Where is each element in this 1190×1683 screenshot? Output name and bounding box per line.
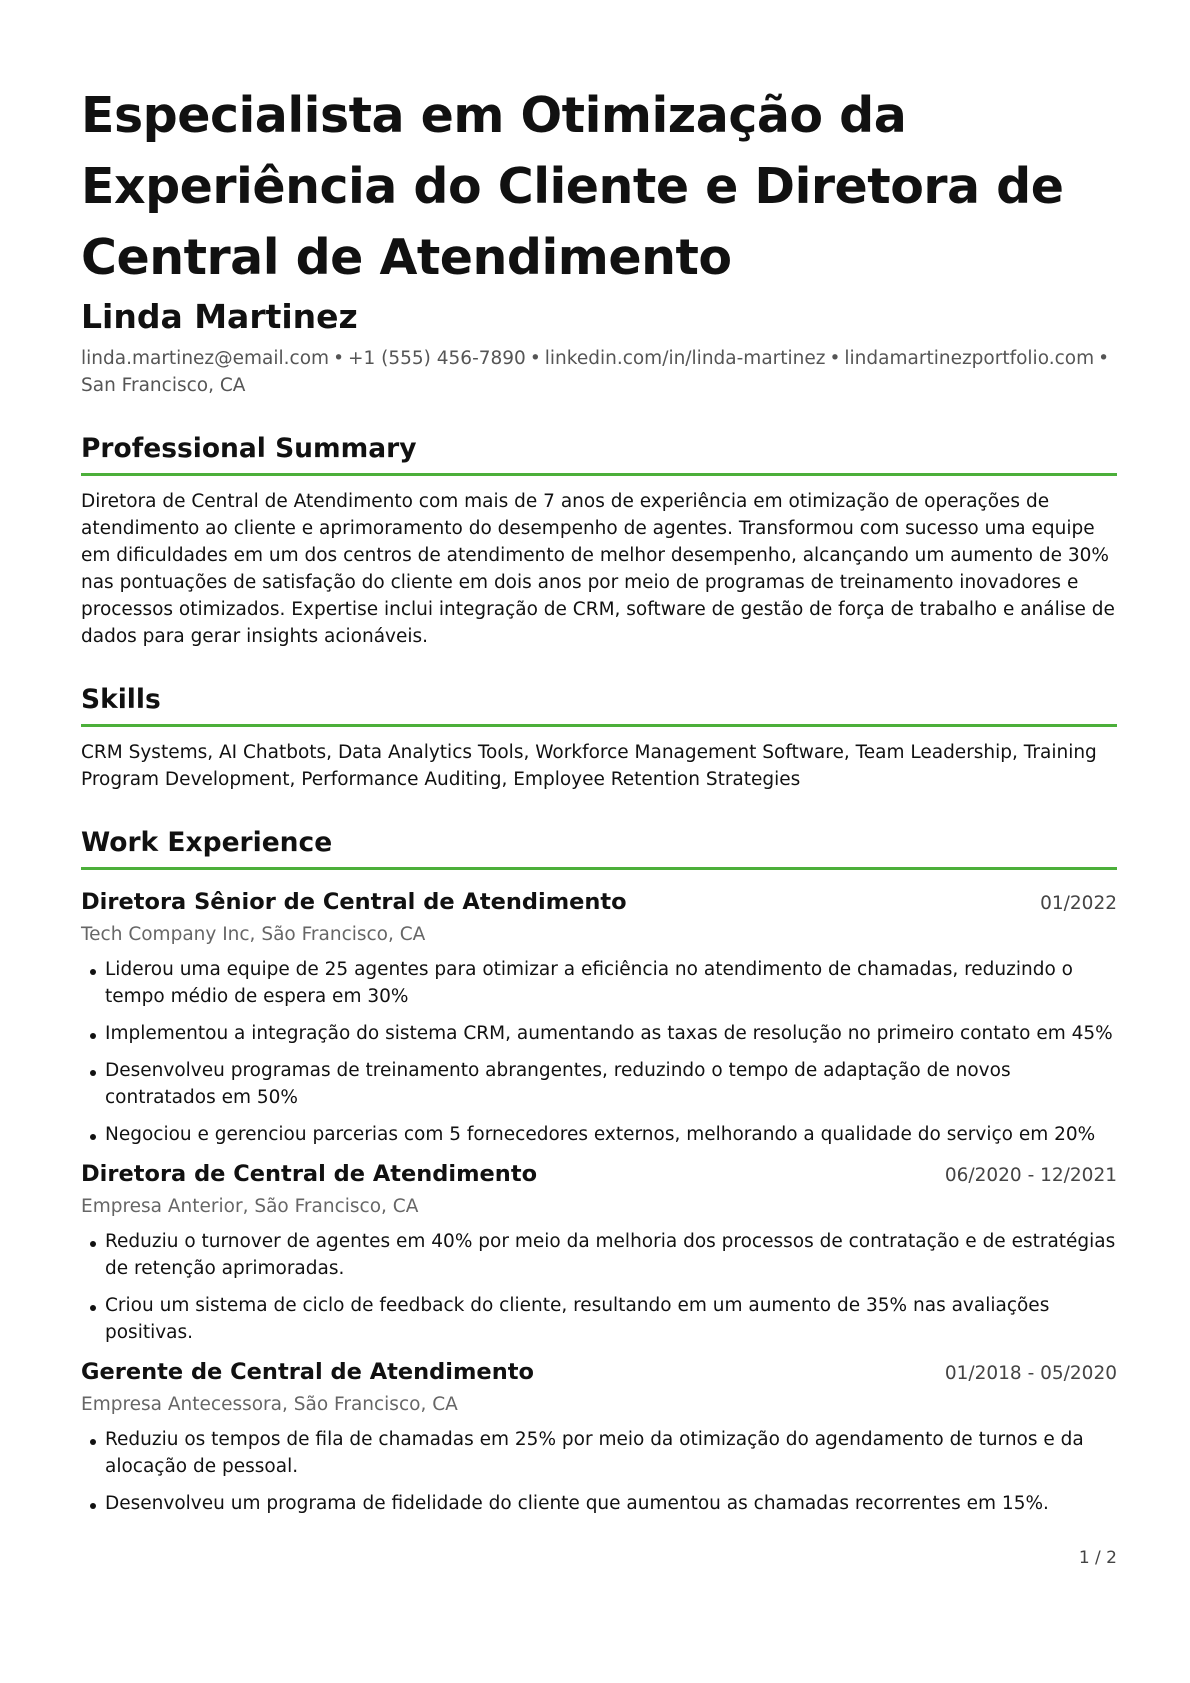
contact-separator: • <box>333 348 344 369</box>
candidate-name: Linda Martinez <box>81 297 358 336</box>
job-bullets <box>81 1426 1117 1517</box>
job-company: Tech Company Inc, São Francisco, CA <box>81 924 426 945</box>
contact-line <box>81 345 1117 399</box>
skills-section <box>81 682 1117 793</box>
job-entry <box>81 886 1117 1148</box>
job-entry <box>81 1356 1117 1517</box>
job-bullet: Implementou a integração do sistema CRM, aumentando as taxas de resolução no primeiro contato em 45% <box>81 1020 1117 1047</box>
contact-separator: • <box>1098 348 1110 369</box>
resume-page <box>81 80 1117 1527</box>
job-title: Diretora Sênior de Central de Atendimento <box>81 889 627 915</box>
job-entry <box>81 1158 1117 1346</box>
page-number: 1 / 2 <box>1078 1548 1117 1568</box>
job-bullets <box>81 956 1117 1148</box>
contact-phone: +1 (555) 456-7890 <box>347 348 526 369</box>
job-date: 01/2018 - 05/2020 <box>944 1363 1117 1384</box>
summary-heading: Professional Summary <box>81 431 1117 476</box>
job-company: Empresa Antecessora, São Francisco, CA <box>81 1394 458 1415</box>
job-bullet: Reduziu o turnover de agentes em 40% por meio da melhoria dos processos de contratação e de estratégias de retenção aprimoradas. <box>81 1228 1117 1282</box>
job-title: Gerente de Central de Atendimento <box>81 1359 534 1385</box>
contact-email[interactable]: linda.martinez@email.com <box>81 348 330 369</box>
experience-heading: Work Experience <box>81 825 1117 870</box>
job-bullet: Negociou e gerenciou parcerias com 5 fornecedores externos, melhorando a qualidade do serviço em 20% <box>81 1121 1117 1148</box>
job-header <box>81 886 1117 918</box>
contact-separator: • <box>529 348 541 369</box>
job-company: Empresa Anterior, São Francisco, CA <box>81 1196 419 1217</box>
summary-section <box>81 431 1117 650</box>
contact-location: San Francisco, CA <box>81 375 246 396</box>
job-bullet: Desenvolveu programas de treinamento abrangentes, reduzindo o tempo de adaptação de novos contratados em 50% <box>81 1057 1117 1111</box>
job-date: 01/2022 <box>1040 893 1117 914</box>
job-header <box>81 1356 1117 1388</box>
contact-separator: • <box>829 348 841 369</box>
contact-linkedin[interactable]: linkedin.com/in/linda-martinez <box>544 348 826 369</box>
job-header <box>81 1158 1117 1190</box>
skills-heading: Skills <box>81 682 1117 727</box>
resume-title: Especialista em Otimização da Experiência do Cliente e Diretora de Central de Atendimento <box>81 87 1064 286</box>
job-list <box>81 886 1117 1517</box>
contact-portfolio[interactable]: lindamartinezportfolio.com <box>844 348 1095 369</box>
job-bullet: Desenvolveu um programa de fidelidade do cliente que aumentou as chamadas recorrentes em 15%. <box>81 1490 1117 1517</box>
job-title: Diretora de Central de Atendimento <box>81 1161 538 1187</box>
job-bullets <box>81 1228 1117 1346</box>
job-bullet: Reduziu os tempos de fila de chamadas em 25% por meio da otimização do agendamento de turnos e da alocação de pessoal. <box>81 1426 1117 1480</box>
job-date: 06/2020 - 12/2021 <box>944 1165 1117 1186</box>
job-bullet: Liderou uma equipe de 25 agentes para otimizar a eficiência no atendimento de chamadas, reduzindo o tempo médio de espera em 30% <box>81 956 1117 1010</box>
experience-section <box>81 825 1117 1517</box>
skills-text: CRM Systems, AI Chatbots, Data Analytics Tools, Workforce Management Software, Team Leadership, Training Program Development, Performance Auditing, Employee Retention Strategies <box>81 742 1097 790</box>
summary-text: Diretora de Central de Atendimento com mais de 7 anos de experiência em otimização de operações de atendimento ao cliente e aprimoramento do desempenho de agentes. Transformou com sucesso uma equipe em dificuldades em um dos centros de atendimento de melhor desempenho, alcançando um aumento de 30% nas pontuações de satisfação do cliente em dois anos por meio de programas de treinamento inovadores e processos otimizados. Expertise inclui integração de CRM, software de gestão de força de trabalho e análise de dados para gerar insights acionáveis. <box>81 491 1115 647</box>
job-bullet: Criou um sistema de ciclo de feedback do cliente, resultando em um aumento de 35% nas avaliações positivas. <box>81 1292 1117 1346</box>
